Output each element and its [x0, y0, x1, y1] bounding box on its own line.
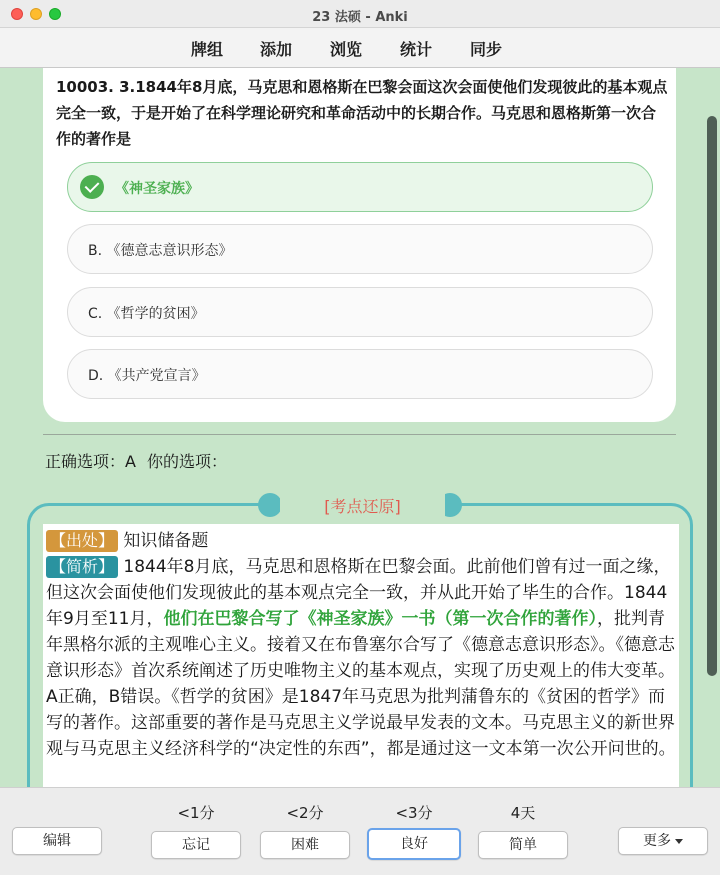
analysis-highlight: 他们在巴黎合写了《神圣家族》一书（第一次合作的著作） [163, 609, 597, 629]
source-text: 知识储备题 [123, 531, 209, 551]
main-toolbar [0, 28, 720, 68]
toolbar-browse[interactable]: 浏览 [330, 40, 363, 59]
toolbar-sync[interactable]: 同步 [470, 40, 503, 59]
correct-answer-label: 正确选项：A [45, 452, 136, 471]
vertical-scrollbar[interactable] [707, 116, 717, 676]
window-title: 23 法硕 - Anki [312, 10, 408, 25]
caret-down-icon [675, 839, 683, 844]
your-answer-label: 你的选项： [147, 452, 228, 471]
analysis-tag: 【简析】 [46, 556, 118, 578]
analysis-body [43, 524, 679, 787]
decorative-dot-icon [258, 493, 282, 517]
good-button[interactable]: 良好 [367, 828, 461, 860]
toolbar-stats[interactable]: 统计 [400, 40, 433, 59]
toolbar-decks[interactable]: 牌组 [191, 40, 224, 59]
answer-divider [43, 434, 676, 435]
check-circle-icon [80, 175, 104, 199]
option-d-label: D. 《共产党宣言》 [88, 368, 206, 384]
analysis-text-after: ，批判青年黑格尔派的主观唯心主义。接着又在布鲁塞尔合写了《德意志意识形态》。《德意志意识形态》首次系统阐述了历史唯物主义的基本观点，实现了历史观上的伟大变革。A正确，B错误。《哲学的贫困》是1847年马克思为批判蒲鲁东的《贫困的哲学》而写的著作。这部重要的著作是马克思主义学说最早发表的文本。马克思主义的新世界观与马克思主义经济科学的“决定性的东西”，都是通过这一文本第一次公开问世的。 [46, 609, 676, 759]
interval-hard: <2分 [286, 804, 324, 822]
option-b[interactable] [67, 224, 653, 274]
option-c-label: C. 《哲学的贫困》 [88, 306, 205, 322]
again-button[interactable]: 忘记 [151, 831, 241, 859]
interval-again: <1分 [177, 804, 215, 822]
more-button[interactable] [618, 827, 708, 855]
answer-bar [0, 787, 720, 875]
hard-button[interactable]: 困难 [260, 831, 350, 859]
question-card [43, 68, 676, 422]
option-a-label: 《神圣家族》 [115, 181, 199, 197]
analysis-panel [27, 497, 693, 787]
analysis-text-before: 1844年8月底，马克思和恩格斯在巴黎会面。此前他们曾有过一面之缘，但这次会面使他们发现彼此的基本观点完全一致，并从此开始了毕生的合作。1844年9月至11月， [46, 557, 671, 629]
option-c[interactable] [67, 287, 653, 337]
question-text: 10003. 3.1844年8月底，马克思和恩格斯在巴黎会面这次会面使他们发现彼此的基本观点完全一致，于是开始了在科学理论研究和革命活动中的长期合作。马克思和恩格斯第一次合作的著作是 [56, 78, 668, 148]
analysis-title: [考点还原] [280, 494, 445, 517]
edit-button[interactable]: 编辑 [12, 827, 102, 855]
title-bar [0, 0, 720, 28]
option-b-label: B. 《德意志意识形态》 [88, 243, 233, 259]
more-label: 更多 [643, 833, 671, 849]
interval-easy: 4天 [510, 804, 536, 822]
option-d[interactable] [67, 349, 653, 399]
source-tag: 【出处】 [46, 530, 118, 552]
toolbar-add[interactable]: 添加 [260, 40, 293, 59]
interval-good: <3分 [395, 804, 433, 822]
easy-button[interactable]: 简单 [478, 831, 568, 859]
card-content[interactable] [0, 68, 720, 787]
option-a[interactable] [67, 162, 653, 212]
answer-line [45, 449, 233, 472]
